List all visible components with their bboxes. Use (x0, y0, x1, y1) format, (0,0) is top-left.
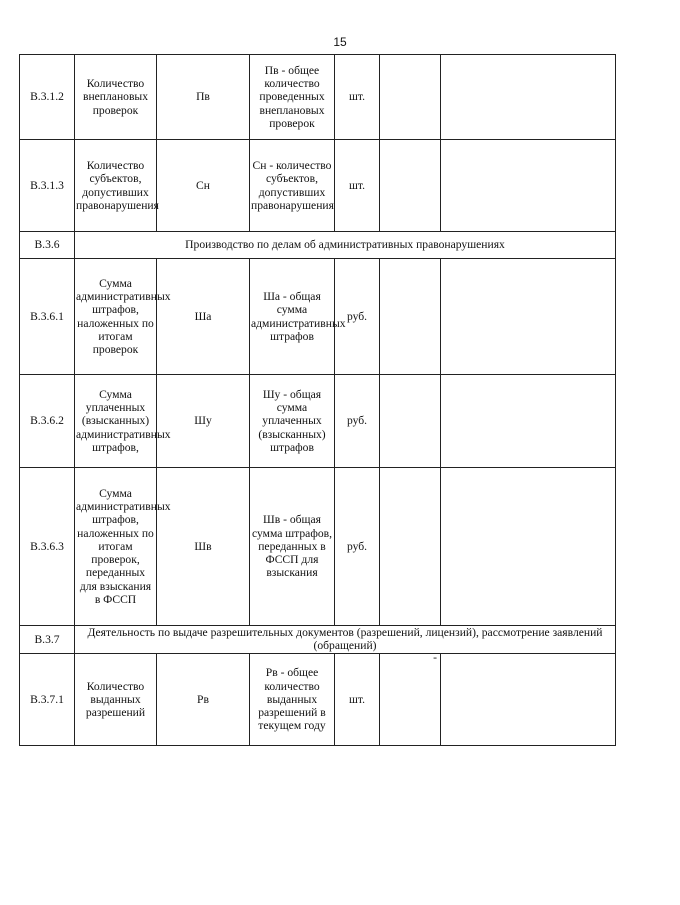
indicator-note (441, 468, 616, 626)
indicator-formula: Пв - общее количество проведенных внеплановых проверок (250, 55, 335, 140)
section-row (20, 626, 616, 654)
indicator-note (441, 140, 616, 232)
section-code: В.3.7 (20, 626, 75, 654)
indicator-value (380, 140, 441, 232)
section-title: Производство по делам об административных правонарушениях (75, 232, 616, 259)
indicator-unit: руб. (335, 259, 380, 375)
indicator-symbol: Пв (157, 55, 250, 140)
indicator-formula: Шу - общая сумма уплаченных (взысканных) штрафов (250, 375, 335, 468)
indicator-note (441, 654, 616, 746)
indicator-value (380, 468, 441, 626)
table-row (20, 468, 616, 626)
indicator-unit: шт. (335, 654, 380, 746)
table-row (20, 375, 616, 468)
indicator-name: Количество субъектов, допустивших правонарушения (75, 140, 157, 232)
indicator-value (380, 259, 441, 375)
section-code: В.3.6 (20, 232, 75, 259)
indicator-value (380, 55, 441, 140)
indicator-symbol: Ша (157, 259, 250, 375)
indicator-code: В.3.6.3 (20, 468, 75, 626)
table-row (20, 55, 616, 140)
table-row (20, 654, 616, 746)
indicator-symbol: Шв (157, 468, 250, 626)
indicator-code: В.3.6.1 (20, 259, 75, 375)
indicator-symbol: Рв (157, 654, 250, 746)
indicator-code: В.3.6.2 (20, 375, 75, 468)
indicator-code: В.3.1.3 (20, 140, 75, 232)
indicator-name: Сумма административных штрафов, наложенных по итогам проверок (75, 259, 157, 375)
indicator-formula: Рв - общее количество выданных разрешений в текущем году (250, 654, 335, 746)
indicator-note (441, 55, 616, 140)
table-row (20, 140, 616, 232)
indicator-formula: Ша - общая сумма административных штрафов (250, 259, 335, 375)
indicator-unit: руб. (335, 375, 380, 468)
indicator-value (380, 375, 441, 468)
table-row (20, 259, 616, 375)
indicator-note (441, 375, 616, 468)
indicator-symbol: Шу (157, 375, 250, 468)
indicator-symbol: Сн (157, 140, 250, 232)
indicator-code: В.3.7.1 (20, 654, 75, 746)
section-row (20, 232, 616, 259)
indicator-note (441, 259, 616, 375)
indicator-name: Сумма административных штрафов, наложенных по итогам проверок, переданных для взыскания в ФССП (75, 468, 157, 626)
page-number: 15 (333, 35, 347, 49)
indicator-unit: руб. (335, 468, 380, 626)
indicator-unit: шт. (335, 140, 380, 232)
indicator-name: Сумма уплаченных (взысканных) административных штрафов, (75, 375, 157, 468)
indicator-code: В.3.1.2 (20, 55, 75, 140)
section-title: Деятельность по выдаче разрешительных документов (разрешений, лицензий), рассмотрение заявлений (обращений) (75, 626, 616, 654)
indicator-name: Количество выданных разрешений (75, 654, 157, 746)
indicator-formula: Шв - общая сумма штрафов, переданных в ФССП для взыскания (250, 468, 335, 626)
indicator-value: - (380, 654, 441, 746)
indicator-unit: шт. (335, 55, 380, 140)
indicator-name: Количество внеплановых проверок (75, 55, 157, 140)
indicator-formula: Сн - количество субъектов, допустивших правонарушения (250, 140, 335, 232)
indicators-table (19, 54, 616, 746)
